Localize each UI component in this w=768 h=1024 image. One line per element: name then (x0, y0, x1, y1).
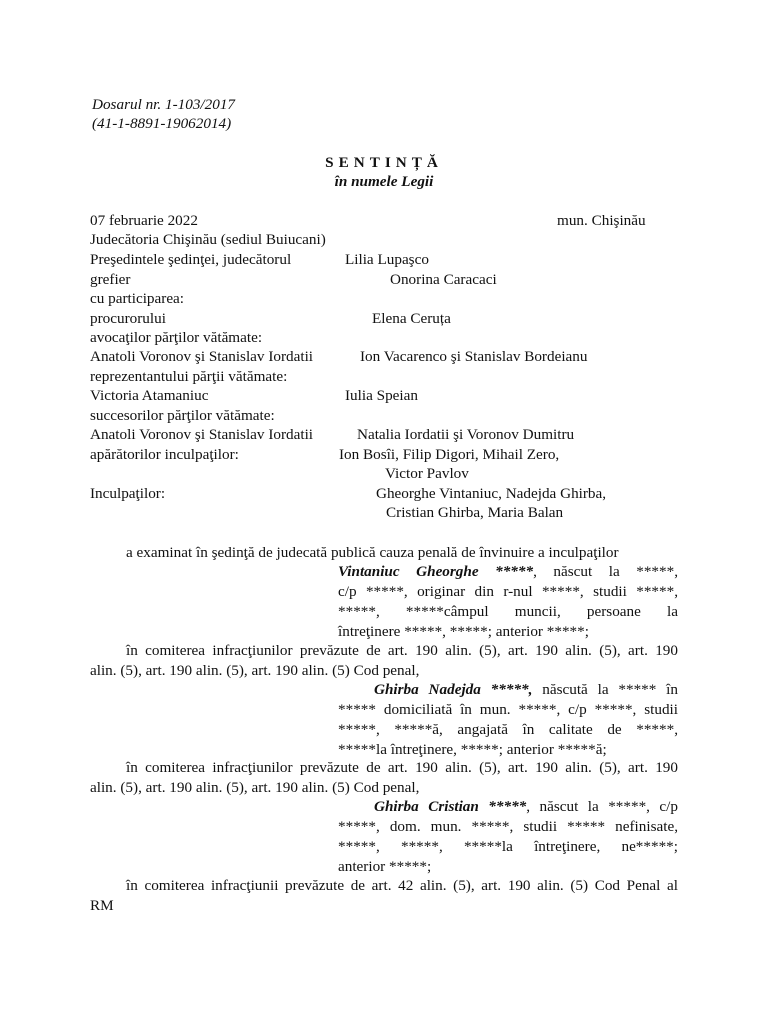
judgment-date: 07 februarie 2022 (90, 212, 198, 229)
victims-names-1: Anatoli Voronov şi Stanislav Iordatii (90, 348, 314, 365)
defendant-2-block (338, 680, 678, 760)
defendant-3-charge-line2: RM (90, 897, 114, 914)
defenders-names-line2: Victor Pavlov (385, 465, 469, 482)
defendant-1-charge-line1: în comiterea infracţiunilor prevăzute de art. 190 alin. (5), art. 190 alin. (5), art. 190 (126, 642, 678, 659)
case-code: (41-1-8891-19062014) (92, 115, 232, 132)
prosecutor-label: procurorului (90, 310, 166, 327)
defendant-3-charges (90, 876, 678, 916)
defenders-names-line1: Ion Bosîi, Filip Digori, Mihail Zero, (339, 446, 560, 463)
defendant-2-charge-line1: în comiterea infracţiunilor prevăzute de art. 190 alin. (5), art. 190 alin. (5), art. 190 (126, 759, 678, 776)
court-name: Judecătoria Chişinău (sediul Buiucani) (90, 231, 326, 248)
intro-paragraph: a examinat în şedinţă de judecată publică cauza penală de învinuire a inculpaţilor (126, 544, 619, 561)
defendant-3-block (338, 797, 678, 877)
defendants-names-line1: Gheorghe Vintaniuc, Nadejda Ghirba, (376, 485, 607, 502)
victims-names-3: Anatoli Voronov şi Stanislav Iordatii (90, 426, 314, 443)
prosecutor-name: Elena Ceruța (372, 310, 451, 327)
defendant-3-line4: anterior *****; (338, 858, 432, 875)
victim-name-2: Victoria Atamaniuc (90, 387, 209, 404)
defendant-3-birth: , născut la *****, c/p (526, 798, 678, 815)
defendant-2-line3: *****, *****ă, angajată în calitate de *****, (338, 721, 678, 738)
defendant-1-charges (90, 641, 678, 681)
defendant-2-charges (90, 758, 678, 798)
defendant-3-line3: *****, *****, *****la întreţinere, ne*****; (338, 838, 678, 855)
defendant-1-charge-line2: alin. (5), art. 190 alin. (5), art. 190 alin. (5) Cod penal, (90, 662, 420, 679)
victims-lawyers-label: avocaţilor părţilor vătămate: (90, 329, 263, 346)
case-number: Dosarul nr. 1-103/2017 (92, 96, 236, 113)
defendant-3-line1 (338, 797, 678, 817)
clerk-name: Onorina Caracaci (390, 271, 497, 288)
defendants-names-line2: Cristian Ghirba, Maria Balan (386, 504, 564, 521)
victim-representative-label: reprezentantului părţii vătămate: (90, 368, 288, 385)
document-subtitle: în numele Legii (334, 173, 434, 190)
defendant-3-name: Ghirba Cristian ***** (374, 798, 527, 815)
successors-names: Natalia Iordatii şi Voronov Dumitru (357, 426, 575, 443)
defendant-3-charge-line1: în comiterea infracţiunii prevăzute de art. 42 alin. (5), art. 190 alin. (5) Cod Penal al (126, 877, 678, 894)
defendant-2-charge-line2: alin. (5), art. 190 alin. (5), art. 190 alin. (5) Cod penal, (90, 779, 420, 796)
defendant-3-line2: *****, dom. mun. *****, studii ***** nefinisate, (338, 818, 678, 835)
presiding-name: Lilia Lupaşco (345, 251, 429, 268)
defendant-1-name: Vintaniuc Gheorghe ***** (338, 563, 534, 580)
defendant-2-name: Ghirba Nadejda *****, (374, 681, 533, 698)
defendant-2-line1 (338, 680, 678, 700)
defendant-1-line3: *****, *****câmpul muncii, persoane la (338, 603, 678, 620)
defendant-2-line4: *****la întreţinere, *****; anterior *****ă; (338, 741, 607, 758)
defendant-2-birth: născută la ***** în (532, 681, 678, 698)
defendant-1-block (338, 562, 678, 642)
defendant-2-line2: ***** domiciliată în mun. *****, c/p *****, studii (338, 701, 678, 718)
defendant-1-line1 (338, 562, 678, 582)
defendant-1-line2: c/p *****, originar din r-nul *****, studii *****, (338, 583, 678, 600)
defendants-label: Inculpaţilor: (90, 485, 166, 502)
victim-representative-name: Iulia Speian (345, 387, 418, 404)
successors-label: succesorilor părţilor vătămate: (90, 407, 275, 424)
victims-lawyers-names: Ion Vacarenco şi Stanislav Bordeianu (360, 348, 588, 365)
clerk-label: grefier (90, 271, 131, 288)
defendant-1-birth: , născut la *****, (533, 563, 678, 580)
document-title: SENTINȚĂ (325, 154, 443, 171)
judgment-place: mun. Chişinău (557, 212, 646, 229)
defenders-label: apărătorilor inculpaţilor: (90, 446, 239, 463)
defendant-1-line4: întreţinere *****, *****; anterior *****; (338, 623, 589, 640)
presiding-label: Preşedintele şedinţei, judecătorul (90, 251, 292, 268)
participation-label: cu participarea: (90, 290, 185, 307)
